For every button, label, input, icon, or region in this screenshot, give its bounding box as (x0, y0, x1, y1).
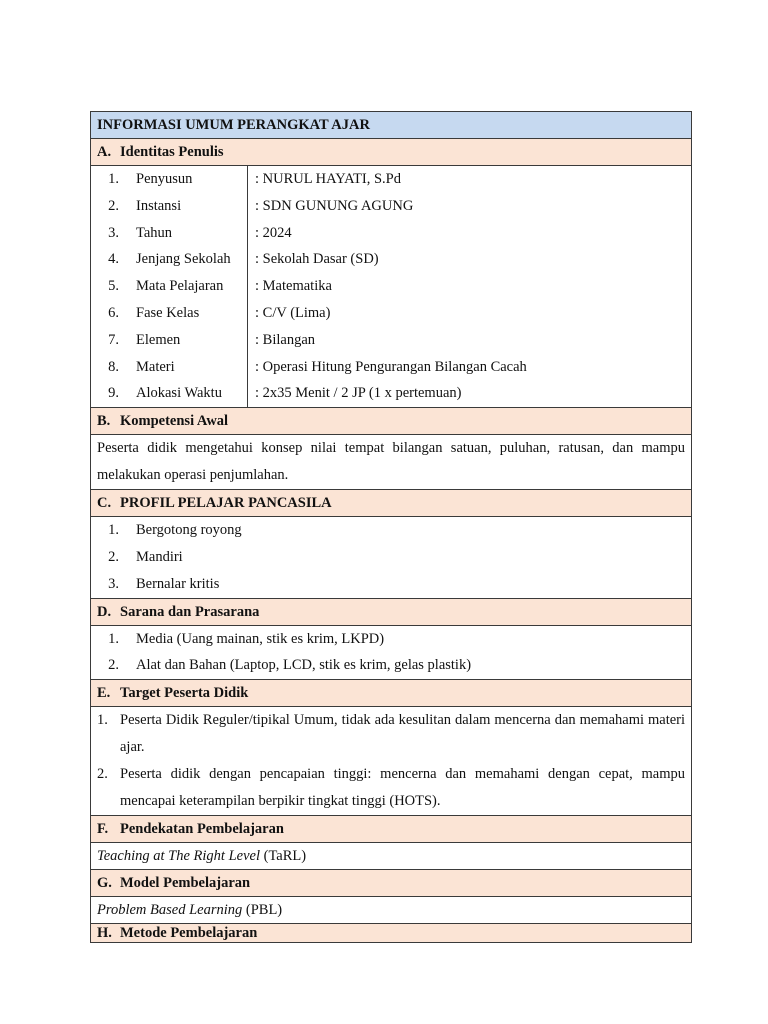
item-number: 2. (108, 197, 119, 214)
item-number: 6. (108, 304, 119, 321)
identity-value: : Sekolah Dasar (SD) (255, 251, 379, 268)
item-number: 2. (97, 766, 108, 783)
section-heading: Metode Pembelajaran (120, 925, 258, 942)
identity-label: Elemen (136, 331, 181, 348)
section-letter: C. (97, 495, 112, 512)
title-row (91, 112, 692, 139)
lesson-plan-table (90, 111, 692, 943)
identity-label: Materi (136, 358, 175, 375)
section-c-header (91, 490, 692, 517)
identity-label-row (91, 354, 247, 381)
identity-label: Penyusun (136, 171, 193, 187)
section-a-header (91, 139, 692, 166)
identity-label-row (91, 246, 247, 273)
identity-label-row (91, 166, 247, 193)
identity-value: : NURUL HAYATI, S.Pd (255, 171, 401, 187)
approach-suffix: (TaRL) (259, 848, 307, 865)
item-number: 7. (108, 331, 119, 348)
identity-label: Mata Pelajaran (136, 278, 224, 295)
identity-label: Fase Kelas (136, 304, 200, 321)
identity-value: : 2x35 Menit / 2 JP (1 x pertemuan) (255, 385, 462, 402)
item-number: 2. (108, 657, 119, 674)
item-text: Bergotong royong (136, 522, 242, 539)
list-item (91, 544, 691, 571)
section-letter: E. (97, 685, 111, 702)
list-item (91, 652, 691, 679)
identity-label-row (91, 273, 247, 300)
item-number: 1. (108, 630, 119, 647)
identity-label: Tahun (136, 224, 173, 241)
section-letter: H. (97, 925, 112, 942)
identity-values (248, 166, 692, 408)
identity-value: : Matematika (255, 278, 332, 295)
section-d-body (91, 625, 692, 680)
list-item (97, 707, 685, 761)
section-b-body (91, 435, 692, 490)
item-number: 1. (108, 522, 119, 539)
item-number: 8. (108, 358, 119, 375)
identity-label-row (91, 220, 247, 247)
identity-rows (91, 166, 692, 408)
identity-value: : SDN GUNUNG AGUNG (255, 197, 414, 214)
section-letter: G. (97, 875, 112, 892)
identity-label-row (91, 327, 247, 354)
item-number: 5. (108, 278, 119, 295)
section-d-header (91, 598, 692, 625)
item-text: Mandiri (136, 548, 183, 565)
item-text: Peserta didik dengan pencapaian tinggi: mencerna dan memahami dengan cepat, mampu mencapai keterampilan berpikir tingkat tinggi (HOTS). (120, 766, 686, 810)
section-f-header (91, 816, 692, 843)
item-text: Media (Uang mainan, stik es krim, LKPD) (136, 630, 385, 647)
section-heading: Model Pembelajaran (120, 875, 251, 892)
section-letter: D. (97, 603, 112, 620)
approach-italic: Teaching at The Right Level (97, 848, 260, 865)
identity-label-row (91, 193, 247, 220)
section-letter: F. (97, 821, 109, 838)
document-title: INFORMASI UMUM PERANGKAT AJAR (91, 112, 692, 139)
item-number: 1. (108, 171, 119, 187)
identity-label: Instansi (136, 197, 182, 214)
identity-label: Alokasi Waktu (136, 385, 222, 402)
list-item (97, 761, 685, 815)
list-item (91, 517, 691, 544)
section-heading: Sarana dan Prasarana (120, 603, 260, 620)
identity-label: Jenjang Sekolah (136, 251, 231, 268)
item-number: 3. (108, 224, 119, 241)
model-suffix: (PBL) (242, 902, 283, 919)
item-number: 1. (97, 712, 108, 729)
section-b-header (91, 408, 692, 435)
item-number: 2. (108, 548, 119, 565)
section-heading: Pendekatan Pembelajaran (120, 821, 284, 838)
identity-value: : Operasi Hitung Pengurangan Bilangan Cacah (255, 358, 527, 375)
identity-label-row (91, 380, 247, 407)
model-italic: Problem Based Learning (97, 902, 243, 919)
identity-value: : 2024 (255, 224, 292, 241)
list-item (91, 571, 691, 598)
kompetensi-awal-text: Peserta didik mengetahui konsep nilai tempat bilangan satuan, puluhan, ratusan, dan mampu melakukan operasi penjumlahan. (97, 440, 686, 484)
identity-value: : C/V (Lima) (255, 304, 331, 321)
item-number: 3. (108, 575, 119, 592)
item-text: Peserta Didik Reguler/tipikal Umum, tidak ada kesulitan dalam mencerna dan memahami materi ajar. (120, 712, 686, 756)
section-heading: Kompetensi Awal (120, 413, 229, 430)
item-text: Bernalar kritis (136, 575, 220, 592)
section-heading: Identitas Penulis (120, 144, 224, 160)
identity-value: : Bilangan (255, 331, 316, 348)
section-f-body (91, 843, 692, 870)
section-heading: PROFIL PELAJAR PANCASILA (120, 495, 332, 512)
item-text: Alat dan Bahan (Laptop, LCD, stik es krim, gelas plastik) (136, 657, 472, 674)
item-number: 9. (108, 385, 119, 402)
section-letter: B. (97, 413, 111, 430)
section-g-header (91, 870, 692, 897)
list-item (91, 626, 691, 653)
identity-label-row (91, 300, 247, 327)
section-e-header (91, 680, 692, 707)
section-heading: Target Peserta Didik (120, 685, 249, 702)
item-number: 4. (108, 251, 119, 268)
identity-labels (91, 166, 248, 408)
section-h-header (91, 924, 692, 943)
section-letter: A. (97, 144, 112, 160)
section-e-body (91, 707, 692, 816)
section-g-body (91, 897, 692, 924)
section-c-body (91, 517, 692, 598)
